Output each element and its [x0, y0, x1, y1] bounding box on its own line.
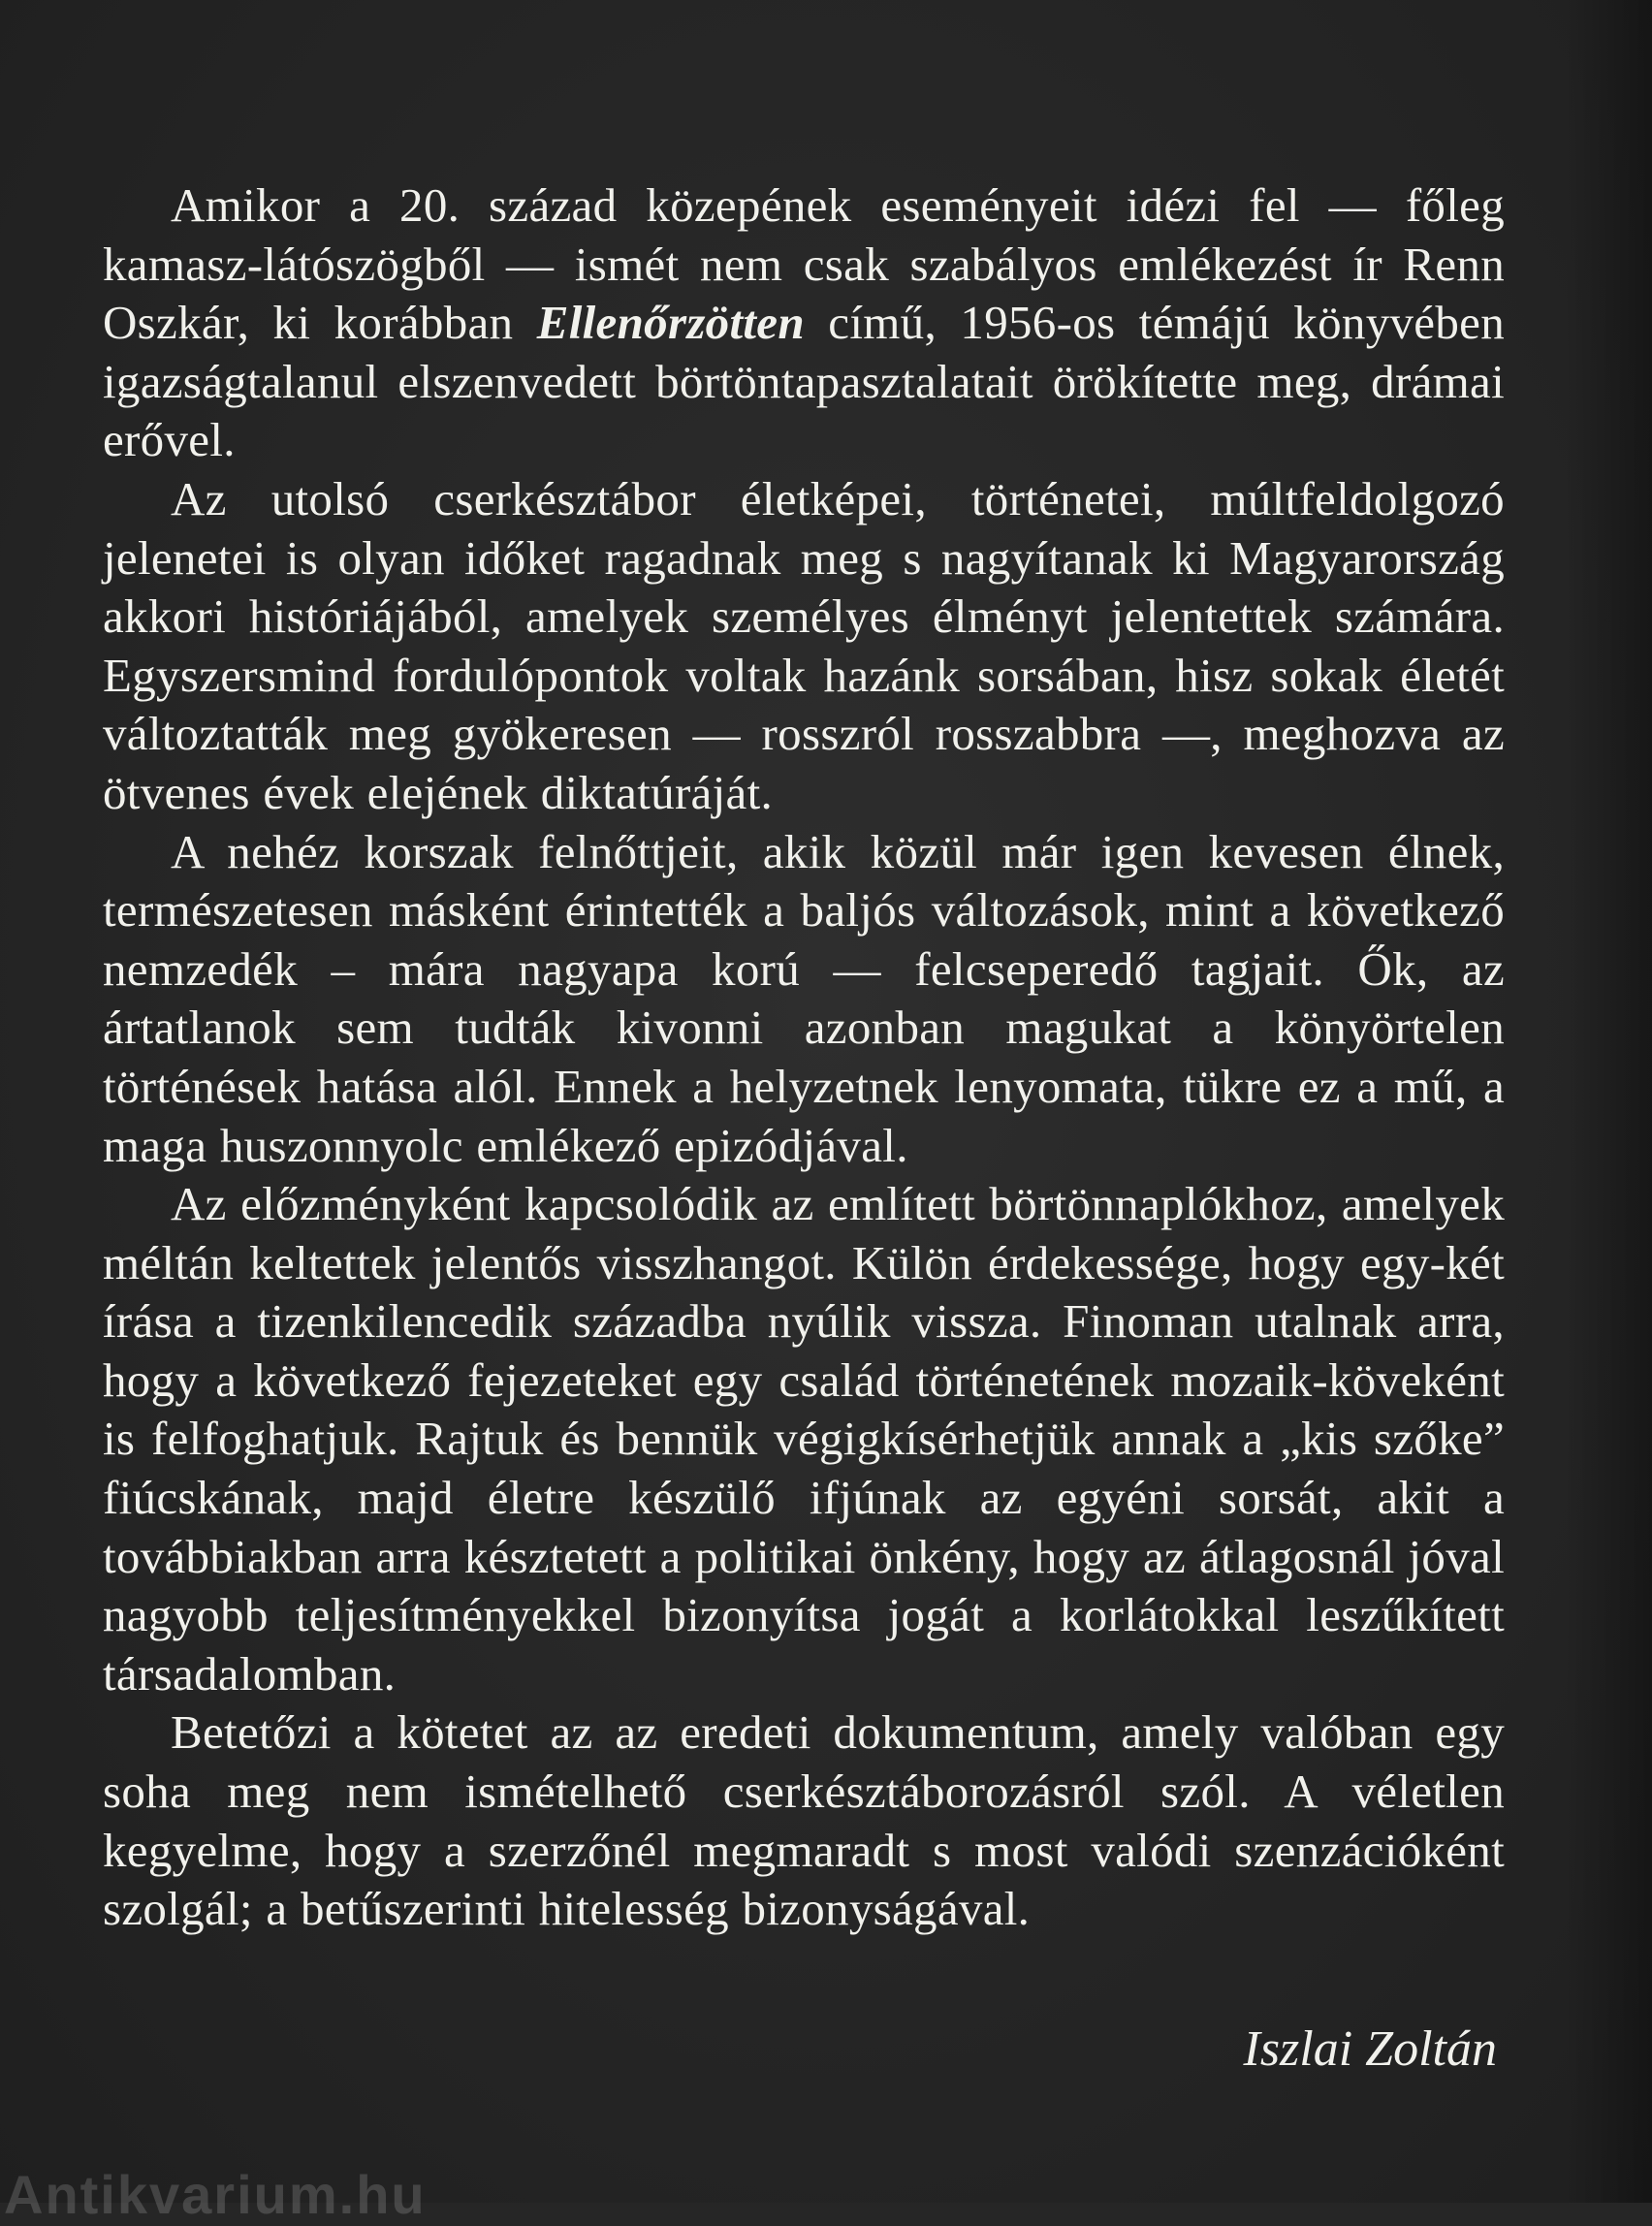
author-signature: Iszlai Zoltán	[1243, 2021, 1497, 2077]
paragraph-3: A nehéz korszak felnőttjeit, akik közül már igen kevesen élnek, természetesen másként érintették a baljós változások, mint a következő nemzedék – mára nagyapa korú — felcseperedő tagjait. Ők, az ártatlanok sem tudták kivonni azonban magukat a könyörtelen történések hatása alól. Ennek a helyzetnek lenyomata, tükre ez a mű, a maga huszonnyolc emlékező epizódjával.	[103, 824, 1505, 1172]
book-title-reference: Ellenőrzötten	[536, 296, 805, 350]
paragraph-1-after: című, 1956-os témájú könyvében igazságtalanul elszenvedett börtöntapasztalatait örökítette meg, drámai erővel.	[103, 296, 1505, 467]
paragraph-2: Az utolsó cserkésztábor életképei, történetei, múltfeldolgozó jelenetei is olyan időket ragadnak meg s nagyítanak ki Magyarország akkori históriájából, amelyek személyes élményt jelentettek számára. Egyszersmind fordulópontok voltak hazánk sorsában, hisz sokak életét változtatták meg gyökeresen — rosszról rosszabbra —, meghozva az ötvenes évek elejének diktatúráját.	[103, 471, 1505, 819]
paragraph-1	[103, 176, 1505, 470]
paragraph-5: Betetőzi a kötetet az az eredeti dokumentum, amely valóban egy soha meg nem ismételhető cserkésztáborozásról szól. A véletlen kegyelme, hogy a szerzőnél megmaradt s most valódi szenzációként szolgál; a betűszerinti hitelesség bizonyságával.	[103, 1705, 1505, 1936]
paragraph-4: Az előzményként kapcsolódik az említett börtönnaplókhoz, amelyek méltán keltettek jelentős visszhangot. Külön érdekessége, hogy egy-két írása a tizenkilencedik századba nyúlik vissza. Finoman utalnak arra, hogy a következő fejezeteket egy család történetének mozaik-köveként is felfoghatjuk. Rajtuk és bennük végigkísérhetjük annak a „kis szőke” fiúcskának, majd életre készülő ifjúnak az egyéni sorsát, akit a továbbiakban arra késztetett a politikai önkény, hogy az átlagosnál jóval nagyobb teljesítményekkel bizonyítsa jogát a korlátokkal leszűkített társadalomban.	[103, 1177, 1505, 1701]
paragraph-1-before: Amikor a 20. század közepének eseményeit idézi fel — főleg kamasz-látószögből — ismét nem csak szabályos emlékezést ír Renn Oszkár, ki korábban	[103, 178, 1505, 350]
page-edge-shadow	[1565, 0, 1652, 2203]
watermark: Antikvarium.hu	[4, 2164, 427, 2225]
blurb-text	[103, 176, 1505, 1939]
